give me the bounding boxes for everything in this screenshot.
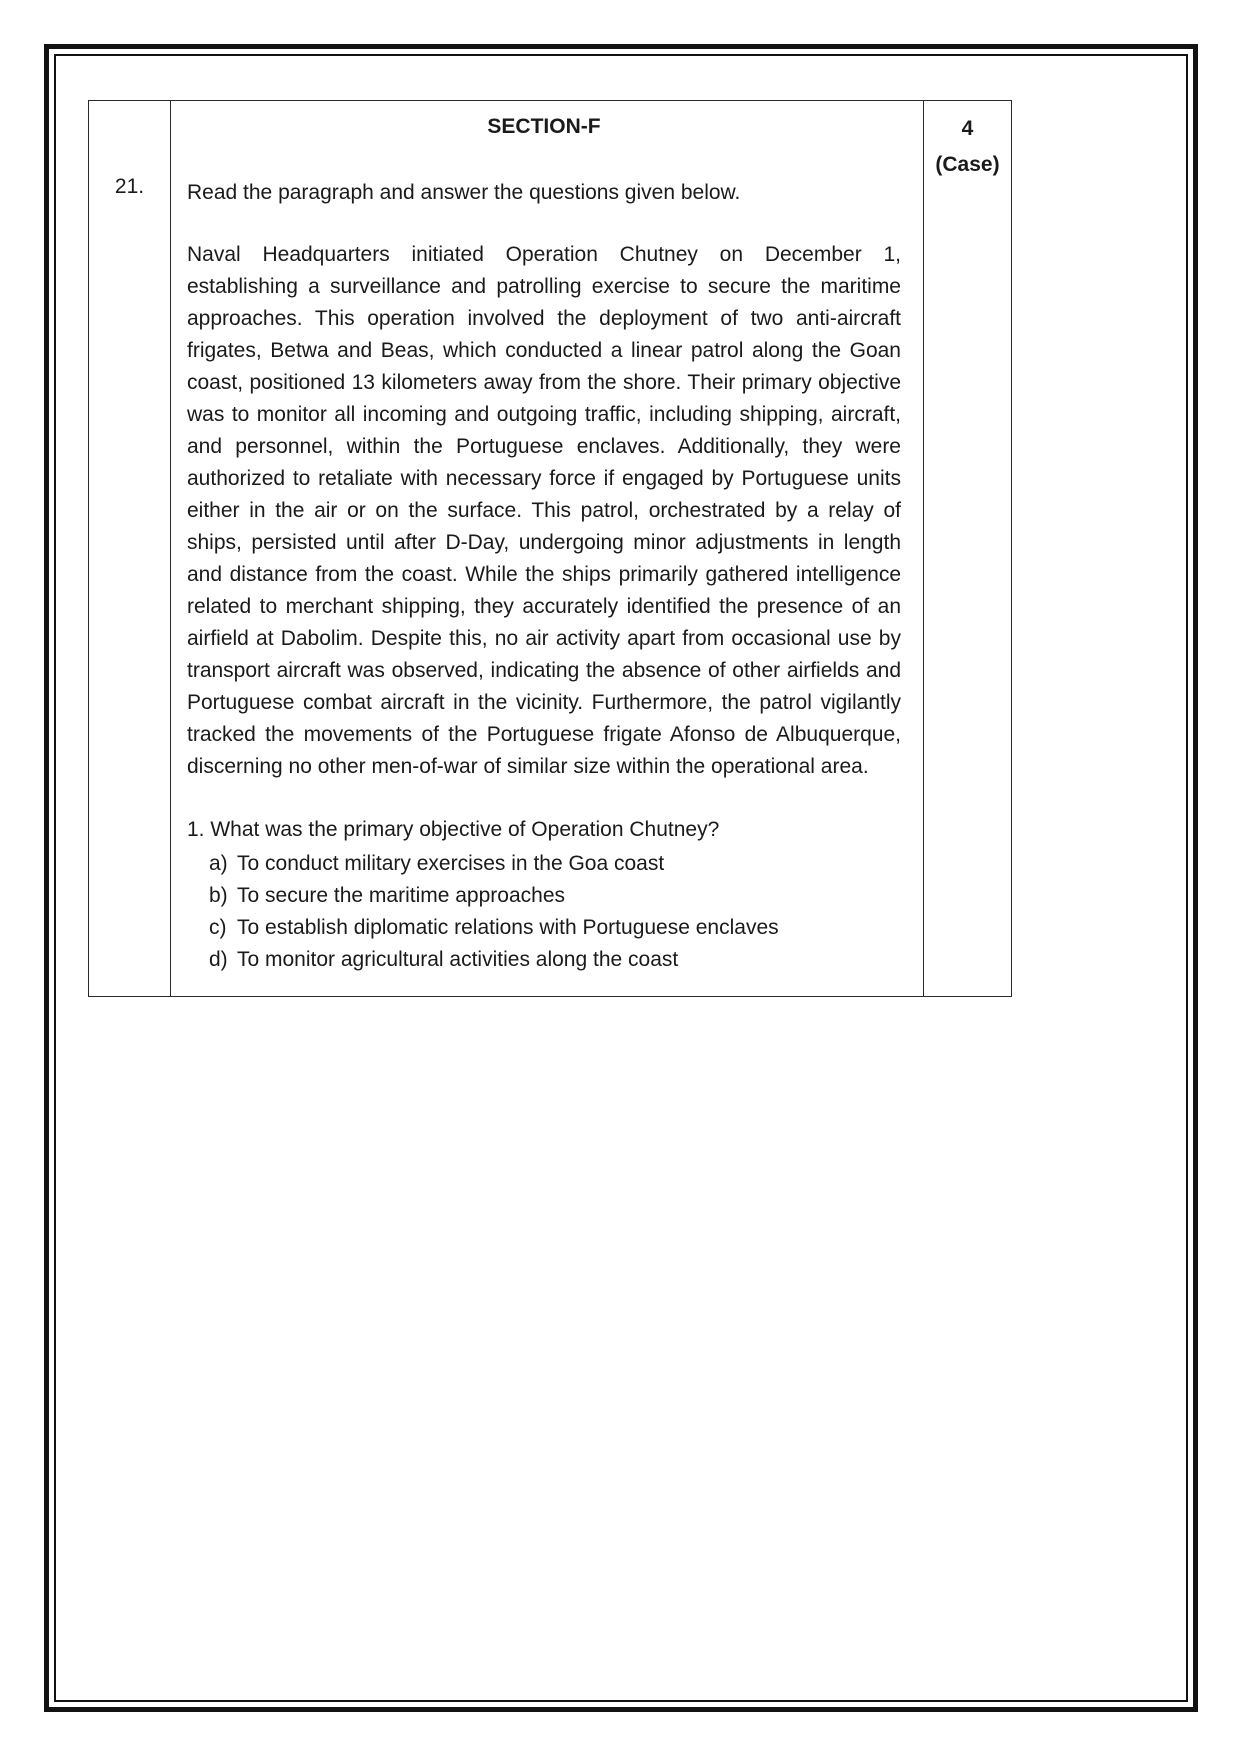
reading-passage: Naval Headquarters initiated Operation Chutney on December 1, establishing a surveillance and patrolling exercise to secure the maritime approaches. This operation involved the deployment of two anti-aircraft frigates, Betwa and Beas, which conducted a linear patrol along the Goan coast, positioned 13 kilometers away from the shore. Their primary objective was to monitor all incoming and outgoing traffic, including shipping, aircraft, and personnel, within the Portuguese enclaves. Additionally, they were authorized to retaliate with necessary force if engaged by Portuguese units either in the air or on the surface. This patrol, orchestrated by a relay of ships, persisted until after D-Day, undergoing minor adjustments in length and distance from the coast. While the ships primarily gathered intelligence related to merchant shipping, they accurately identified the presence of an airfield at Dabolim. Despite this, no air activity apart from occasional use by transport aircraft was observed, indicating the absence of other airfields and Portuguese combat aircraft in the vicinity. Furthermore, the patrol vigilantly tracked the movements of the Portuguese frigate Afonso de Albuquerque, discerning no other men-of-war of similar size within the operational area. <box>187 243 901 778</box>
question-intro: Read the paragraph and answer the questions given below. <box>187 181 741 204</box>
option-b-letter: b) <box>209 884 228 907</box>
option-a-text: To conduct military exercises in the Goa coast <box>237 852 665 875</box>
option-a <box>207 848 901 880</box>
question-number-cell <box>89 101 171 996</box>
option-c-letter: c) <box>209 916 227 939</box>
question-number: 21. <box>114 175 145 198</box>
options-list <box>187 848 901 976</box>
question-table <box>88 100 1012 997</box>
question-content-cell <box>171 101 924 996</box>
option-c-text: To establish diplomatic relations with Portuguese enclaves <box>237 916 779 939</box>
option-d <box>207 944 901 976</box>
section-title: SECTION-F <box>487 115 601 138</box>
marks-note: (Case) <box>935 153 1000 176</box>
sub-question-1: 1. What was the primary objective of Operation Chutney? <box>187 818 720 841</box>
option-b <box>207 880 901 912</box>
option-c <box>207 912 901 944</box>
option-d-text: To monitor agricultural activities along the coast <box>237 948 679 971</box>
option-a-letter: a) <box>209 852 228 875</box>
option-d-letter: d) <box>209 948 228 971</box>
option-b-text: To secure the maritime approaches <box>237 884 565 907</box>
marks-cell <box>924 101 1011 996</box>
marks-value: 4 <box>961 117 974 140</box>
